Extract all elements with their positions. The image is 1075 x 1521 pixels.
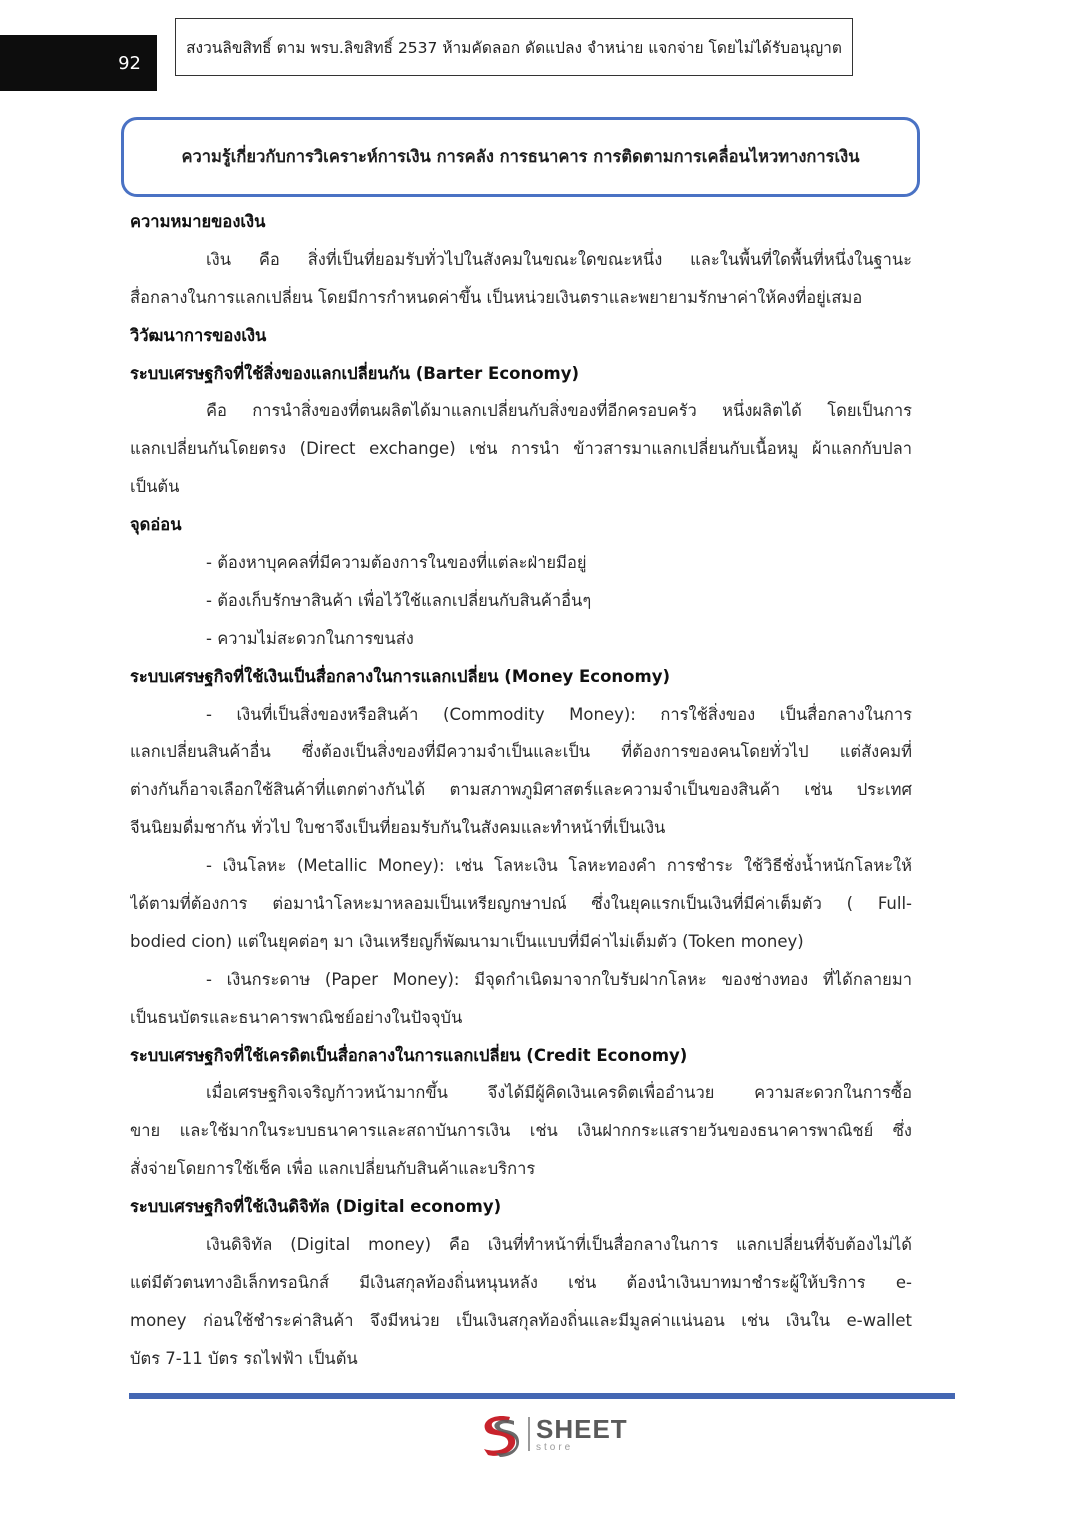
body-content: [130, 203, 912, 1378]
logo-main-text: SHEET: [536, 1413, 628, 1444]
section-title: ความรู้เกี่ยวกับการวิเคราะห์การเงิน การคลัง การธนาคาร การติดตามการเคลื่อนไหวทางการเงิน: [181, 147, 860, 166]
page-number-badge: [0, 35, 157, 91]
paragraph-line: money ก่อนใช้ชำระค่าสินค้า จึงมีหน่วย เป็นเงินสกุลท้องถิ่นและมีมูลค่าแน่นอน เช่น เงินใน e-wallet: [130, 1310, 912, 1330]
paragraph-line: เมื่อเศรษฐกิจเจริญก้าวหน้ามากขึ้น จึงได้มีผู้คิดเงินเครดิตเพื่ออำนวย ความสะดวกในการซื้อ: [206, 1083, 912, 1103]
bullet-item: - ความไม่สะดวกในการขนส่ง: [206, 628, 414, 648]
paragraph-line: จีนนิยมดื่มชากัน ทั่วไป ใบชาจึงเป็นที่ยอมรับกันในสังคมและทำหน้าที่เป็นเงิน: [130, 818, 666, 838]
paragraph-line: ต่างกันก็อาจเลือกใช้สินค้าที่แตกต่างกันได้ ตามสภาพภูมิศาสตร์และความจำเป็นของสินค้า เช่น ประเทศ: [130, 780, 912, 800]
paragraph-line: บัตร 7-11 บัตร รถไฟฟ้า เป็นต้น: [130, 1348, 358, 1368]
section-title-box: [121, 117, 920, 197]
paragraph-line: แต่มีตัวตนทางอิเล็กทรอนิกส์ มีเงินสกุลท้องถิ่นหนุนหลัง เช่น ต้องนำเงินบาทมาชำระผู้ให้บริการ e-: [130, 1272, 912, 1292]
heading-money-evolution: วิวัฒนาการของเงิน: [130, 325, 267, 345]
paragraph-line: ขาย และใช้มากในระบบธนาคารและสถาบันการเงิน เช่น เงินฝากกระแสรายวันของธนาคารพาณิชย์ ซึ่ง: [130, 1121, 912, 1141]
paragraph-line: คือ การนำสิ่งของที่ตนผลิตได้มาแลกเปลี่ยนกับสิ่งของที่อีกครอบครัว หนึ่งผลิตได้ โดยเป็นการ: [206, 401, 912, 421]
heading-money-meaning: ความหมายของเงิน: [130, 212, 266, 231]
sheet-store-logo: [476, 1409, 628, 1459]
paragraph-line: สื่อกลางในการแลกเปลี่ยน โดยมีการกำหนดค่าขึ้น เป็นหน่วยเงินตราและพยายามรักษาค่าให้คงที่อยู่เสมอ: [130, 287, 863, 307]
bullet-item: - ต้องหาบุคคลที่มีความต้องการในของที่แต่ละฝ่ายมีอยู่: [206, 553, 587, 573]
paragraph-line: เงินดิจิทัล (Digital money) คือ เงินที่ทำหน้าที่เป็นสื่อกลางในการ แลกเปลี่ยนที่จับต้องไม่ได้: [206, 1235, 912, 1255]
sheet-store-s-logo-icon: [476, 1411, 522, 1457]
copyright-text: สงวนลิขสิทธิ์ ตาม พรบ.ลิขสิทธิ์ 2537 ห้ามคัดลอก ดัดแปลง จำหน่าย แจกจ่าย โดยไม่ได้รับอนุญาต: [186, 38, 842, 57]
paragraph-line: เป็นต้น: [130, 477, 180, 497]
heading-money-economy: ระบบเศรษฐกิจที่ใช้เงินเป็นสื่อกลางในการแลกเปลี่ยน (Money Economy): [130, 666, 670, 686]
heading-barter-economy: ระบบเศรษฐกิจที่ใช้สิ่งของแลกเปลี่ยนกัน (Barter Economy): [130, 363, 580, 383]
paragraph-line: เงิน คือ สิ่งที่เป็นที่ยอมรับทั่วไปในสังคมในขณะใดขณะหนึ่ง และในพื้นที่ใดพื้นที่หนึ่งในฐานะ: [206, 249, 912, 269]
logo-wordmark: [536, 1413, 628, 1453]
copyright-notice: [175, 18, 853, 76]
paragraph-line: เป็นธนบัตรและธนาคารพาณิชย์อย่างในปัจจุบัน: [130, 1007, 463, 1027]
bullet-item: - ต้องเก็บรักษาสินค้า เพื่อไว้ใช้แลกเปลี่ยนกับสินค้าอื่นๆ: [206, 590, 592, 610]
paragraph-line: - เงินโลหะ (Metallic Money): เช่น โลหะเงิน โลหะทองคำ การชำระ ใช้วิธีชั่งน้ำหนักโลหะให้: [206, 856, 912, 876]
paragraph-line: สั่งจ่ายโดยการใช้เช็ค เพื่อ แลกเปลี่ยนกับสินค้าและบริการ: [130, 1159, 536, 1179]
paragraph-line: - เงินกระดาษ (Paper Money): มีจุดกำเนิดมาจากใบรับฝากโลหะ ของช่างทอง ที่ได้กลายมา: [206, 969, 912, 989]
logo-sub-text: store: [536, 1441, 574, 1453]
heading-digital-economy: ระบบเศรษฐกิจที่ใช้เงินดิจิทัล (Digital economy): [130, 1197, 502, 1217]
heading-weaknesses: จุดอ่อน: [130, 515, 182, 535]
logo-separator: [528, 1417, 530, 1451]
heading-credit-economy: ระบบเศรษฐกิจที่ใช้เครดิตเป็นสื่อกลางในการแลกเปลี่ยน (Credit Economy): [130, 1045, 688, 1065]
paragraph-line: bodied cion) แต่ในยุคต่อๆ มา เงินเหรียญก็พัฒนามาเป็นแบบที่มีค่าไม่เต็มตัว (Token money): [130, 931, 804, 951]
paragraph-line: ได้ตามที่ต้องการ ต่อมานำโลหะมาหลอมเป็นเหรียญกษาปณ์ ซึ่งในยุคแรกเป็นเงินที่มีค่าเต็มตัว ( Full-: [130, 894, 912, 914]
page-number: 92: [118, 52, 141, 74]
paragraph-line: แลกเปลี่ยนสินค้าอื่น ซึ่งต้องเป็นสิ่งของที่มีความจำเป็นและเป็น ที่ต้องการของคนโดยทั่วไป แต่สังคมที่: [130, 742, 912, 762]
footer-divider: [129, 1393, 955, 1399]
paragraph-line: - เงินที่เป็นสิ่งของหรือสินค้า (Commodity Money): การใช้สิ่งของ เป็นสื่อกลางในการ: [206, 704, 912, 724]
paragraph-line: แลกเปลี่ยนกันโดยตรง (Direct exchange) เช่น การนำ ข้าวสารมาแลกเปลี่ยนกับเนื้อหมู ผ้าแลกกับปลา: [130, 439, 912, 459]
